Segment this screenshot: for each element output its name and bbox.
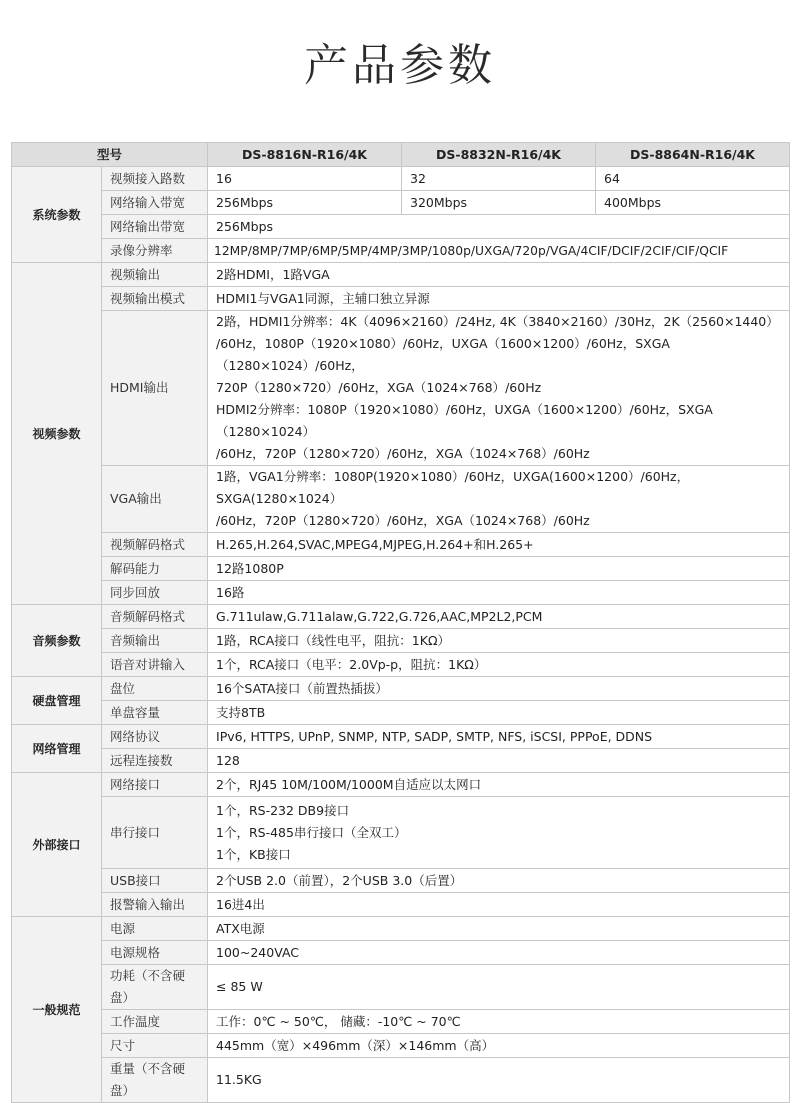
param-label: VGA输出 [102, 466, 208, 533]
table-row [12, 581, 790, 605]
table-row [12, 533, 790, 557]
value-cell [208, 605, 790, 629]
param-label: 网络输出带宽 [102, 215, 208, 239]
value-line: /60Hz，720P（1280×720）/60Hz，XGA（1024×768）/60Hz [216, 513, 590, 528]
value-line: 100~240VAC [216, 944, 300, 960]
value-line: 2路，HDMI1分辨率：4K（4096×2160）/24Hz, 4K（3840×2160）/30Hz，2K（2560×1440） [216, 314, 779, 329]
table-row [12, 605, 790, 629]
table-row [12, 773, 790, 797]
model-2: DS-8832N-R16/4K [402, 143, 596, 167]
param-line: 重量（不含硬 [110, 1061, 186, 1076]
value-cell: 256Mbps [208, 191, 402, 215]
value-line: 128 [216, 752, 240, 768]
table-row [12, 239, 790, 263]
value-cell [208, 581, 790, 605]
value-cell [208, 773, 790, 797]
page-title: 产品参数 [304, 40, 496, 91]
param-label: 串行接口 [102, 797, 208, 869]
value-line: IPv6, HTTPS, UPnP, SNMP, NTP, SADP, SMTP, NFS, iSCSI, PPPoE, DDNS [216, 728, 653, 744]
value-line: 1个，RCA接口（电平：2.0Vp-p，阻抗：1KΩ） [216, 656, 487, 672]
param-label: HDMI输出 [102, 311, 208, 466]
value-cell [208, 533, 790, 557]
value-line: 1个，RS-232 DB9接口 [216, 802, 350, 818]
table-row [12, 466, 790, 533]
table-row [12, 311, 790, 466]
param-label: 录像分辨率 [102, 239, 208, 263]
value-cell [208, 677, 790, 701]
value-cell: 12MP/8MP/7MP/6MP/5MP/4MP/3MP/1080p/UXGA/720p/VGA/4CIF/DCIF/2CIF/CIF/QCIF [208, 239, 790, 263]
value-line: ≤ 85 W [216, 979, 263, 994]
param-label: 解码能力 [102, 557, 208, 581]
value-line: HDMI2分辨率：1080P（1920×1080）/60Hz，UXGA（1600×1200）/60Hz，SXGA（1280×1024） [216, 402, 713, 439]
table-row [12, 287, 790, 311]
table-row [12, 725, 790, 749]
table-row [12, 869, 790, 893]
value-line: G.711ulaw,G.711alaw,G.722,G.726,AAC,MP2L2,PCM [216, 608, 543, 624]
spec-table [11, 142, 790, 1103]
param-label: 视频接入路数 [102, 167, 208, 191]
param-label: 语音对讲输入 [102, 653, 208, 677]
value-cell [208, 749, 790, 773]
value-cell: 64 [596, 167, 790, 191]
value-line: 16路 [216, 584, 245, 600]
group-external: 外部接口 [12, 773, 102, 917]
model-1: DS-8816N-R16/4K [208, 143, 402, 167]
param-label: 盘位 [102, 677, 208, 701]
table-row [12, 191, 790, 215]
value-line: 2个，RJ45 10M/100M/1000M自适应以太网口 [216, 776, 482, 792]
param-label: 视频输出 [102, 263, 208, 287]
value-cell [208, 917, 790, 941]
param-label: 电源规格 [102, 941, 208, 965]
group-video: 视频参数 [12, 263, 102, 605]
model-3: DS-8864N-R16/4K [596, 143, 790, 167]
header-row [12, 143, 790, 167]
table-row [12, 1010, 790, 1034]
value-cell: 400Mbps [596, 191, 790, 215]
value-line: 720P（1280×720）/60Hz，XGA（1024×768）/60Hz [216, 380, 542, 395]
value-line: HDMI1与VGA1同源，主辅口独立异源 [216, 290, 430, 306]
param-label [102, 965, 208, 1010]
param-label: 音频解码格式 [102, 605, 208, 629]
param-label: 视频解码格式 [102, 533, 208, 557]
param-label: 尺寸 [102, 1034, 208, 1058]
group-disk: 硬盘管理 [12, 677, 102, 725]
value-cell [208, 557, 790, 581]
group-network: 网络管理 [12, 725, 102, 773]
value-line: /60Hz，1080P（1920×1080）/60Hz，UXGA（1600×1200）/60Hz，SXGA（1280×1024）/60Hz， [216, 336, 670, 373]
table-row [12, 653, 790, 677]
value-line: ATX电源 [216, 920, 265, 936]
value-cell [208, 965, 790, 1010]
table-row [12, 677, 790, 701]
value-cell [208, 797, 790, 869]
value-cell [208, 629, 790, 653]
value-cell [208, 653, 790, 677]
value-cell [208, 466, 790, 533]
table-row [12, 1058, 790, 1103]
value-cell [208, 1010, 790, 1034]
group-general: 一般规范 [12, 917, 102, 1103]
value-cell: 256Mbps [208, 215, 790, 239]
value-cell [208, 311, 790, 466]
table-row [12, 893, 790, 917]
value-cell: 320Mbps [402, 191, 596, 215]
value-line: 16个SATA接口（前置热插拔） [216, 680, 388, 696]
value-line: 1个，KB接口 [216, 846, 291, 862]
param-line: 盘） [110, 990, 136, 1005]
table-row [12, 917, 790, 941]
param-label: 音频输出 [102, 629, 208, 653]
value-line: 445mm（宽）×496mm（深）×146mm（高） [216, 1037, 495, 1053]
value-line: /60Hz，720P（1280×720）/60Hz，XGA（1024×768）/60Hz [216, 446, 590, 461]
model-header: 型号 [12, 143, 208, 167]
value-line: H.265,H.264,SVAC,MPEG4,MJPEG,H.264+和H.265+ [216, 536, 534, 552]
value-line: 12路1080P [216, 560, 284, 576]
value-line: 2个USB 2.0（前置），2个USB 3.0（后置） [216, 872, 463, 888]
value-line: 16进4出 [216, 896, 265, 912]
value-line: 工作：0℃ ~ 50℃， 储藏：-10℃ ~ 70℃ [216, 1013, 461, 1029]
value-line: 11.5KG [216, 1072, 262, 1087]
value-cell [208, 263, 790, 287]
spec-table-container [11, 142, 789, 1103]
param-label: 网络协议 [102, 725, 208, 749]
table-row [12, 629, 790, 653]
table-row [12, 797, 790, 869]
param-label: 网络输入带宽 [102, 191, 208, 215]
value-cell [208, 701, 790, 725]
table-row [12, 167, 790, 191]
param-label: 报警输入输出 [102, 893, 208, 917]
param-label: 远程连接数 [102, 749, 208, 773]
table-row [12, 965, 790, 1010]
table-row [12, 557, 790, 581]
value-cell [208, 1034, 790, 1058]
value-cell [208, 941, 790, 965]
param-label: 视频输出模式 [102, 287, 208, 311]
value-cell [208, 1058, 790, 1103]
value-line: 1路，RCA接口（线性电平，阻抗：1KΩ） [216, 632, 451, 648]
group-audio: 音频参数 [12, 605, 102, 677]
value-line: 1路，VGA1分辨率：1080P(1920×1080）/60Hz，UXGA(1600×1200）/60Hz，SXGA(1280×1024） [216, 469, 690, 506]
param-line: 盘） [110, 1083, 136, 1098]
value-line: 2路HDMI，1路VGA [216, 266, 330, 282]
param-label: 网络接口 [102, 773, 208, 797]
value-line: 1个，RS-485串行接口（全双工） [216, 824, 407, 840]
value-cell [208, 287, 790, 311]
param-label [102, 1058, 208, 1103]
param-label: 单盘容量 [102, 701, 208, 725]
value-cell: 32 [402, 167, 596, 191]
table-row [12, 749, 790, 773]
value-line: 支持8TB [216, 704, 266, 720]
value-cell [208, 869, 790, 893]
table-row [12, 215, 790, 239]
param-label: USB接口 [102, 869, 208, 893]
group-system: 系统参数 [12, 167, 102, 263]
value-cell: 16 [208, 167, 402, 191]
table-row [12, 941, 790, 965]
table-row [12, 701, 790, 725]
table-row [12, 263, 790, 287]
param-label: 电源 [102, 917, 208, 941]
value-cell [208, 893, 790, 917]
table-row [12, 1034, 790, 1058]
param-line: 功耗（不含硬 [110, 968, 186, 983]
param-label: 同步回放 [102, 581, 208, 605]
param-label: 工作温度 [102, 1010, 208, 1034]
value-cell [208, 725, 790, 749]
